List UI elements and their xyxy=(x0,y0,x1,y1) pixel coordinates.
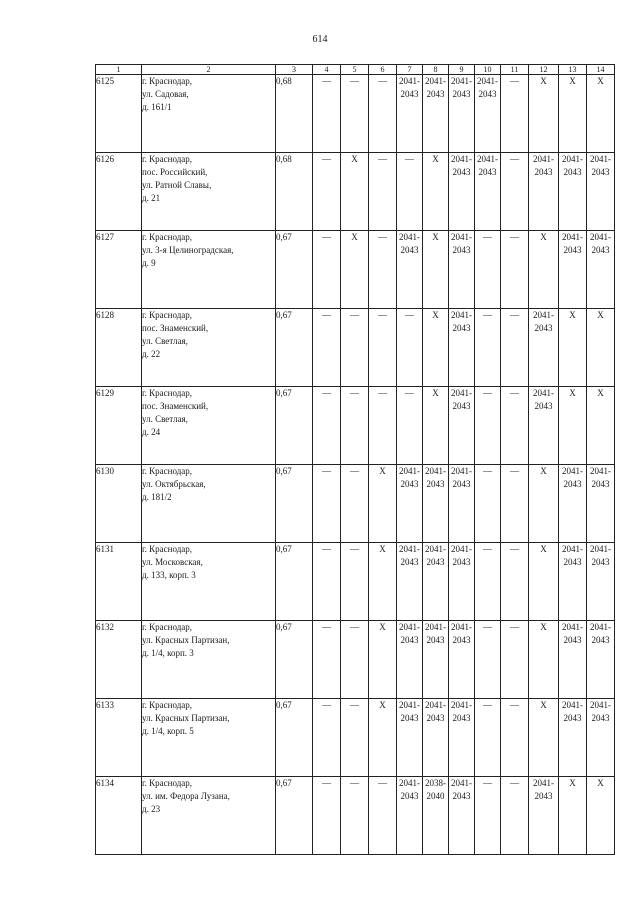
row-number: 6133 xyxy=(96,699,142,777)
column-header: 11 xyxy=(501,65,529,75)
address-cell: г. Краснодар, пос. Знаменский, ул. Светлая, д. 24 xyxy=(142,387,276,465)
table-row xyxy=(96,777,615,855)
table-row xyxy=(96,543,615,621)
table-cell: — xyxy=(341,465,369,543)
table-cell: 2041- 2043 xyxy=(475,75,501,153)
table-cell: — xyxy=(313,387,341,465)
table-cell: 2041- 2043 xyxy=(449,777,475,855)
value-cell: 0,67 xyxy=(276,777,313,855)
table-cell: X xyxy=(559,777,587,855)
table-cell: 2041- 2043 xyxy=(449,699,475,777)
table-cell: — xyxy=(313,75,341,153)
column-header: 4 xyxy=(313,65,341,75)
value-cell: 0,67 xyxy=(276,699,313,777)
table-cell: — xyxy=(475,465,501,543)
table-cell: 2041- 2043 xyxy=(449,621,475,699)
table-cell: 2041- 2043 xyxy=(397,699,423,777)
column-header: 6 xyxy=(369,65,397,75)
table-cell: 2041- 2043 xyxy=(397,621,423,699)
table-cell: 2041- 2043 xyxy=(587,231,615,309)
address-cell: г. Краснодар, ул. Московская, д. 133, корп. 3 xyxy=(142,543,276,621)
table-cell: 2041- 2043 xyxy=(529,309,559,387)
table-cell: — xyxy=(313,153,341,231)
table-cell: — xyxy=(397,153,423,231)
table-cell: — xyxy=(313,231,341,309)
table-cell: 2041- 2043 xyxy=(449,387,475,465)
table-cell: 2041- 2043 xyxy=(423,543,449,621)
row-number: 6134 xyxy=(96,777,142,855)
table-cell: 2041- 2043 xyxy=(423,699,449,777)
address-cell: г. Краснодар, пос. Российский, ул. Ратной Славы, д. 21 xyxy=(142,153,276,231)
table-cell: 2041- 2043 xyxy=(423,621,449,699)
address-cell: г. Краснодар, ул. Красных Партизан, д. 1/4, корп. 3 xyxy=(142,621,276,699)
table-cell: X xyxy=(529,543,559,621)
page-number: 614 xyxy=(312,34,328,45)
table-row xyxy=(96,153,615,231)
table-cell: — xyxy=(475,699,501,777)
table-cell: X xyxy=(423,153,449,231)
value-cell: 0,67 xyxy=(276,543,313,621)
address-cell: г. Краснодар, ул. Садовая, д. 161/1 xyxy=(142,75,276,153)
table-cell: 2041- 2043 xyxy=(449,543,475,621)
column-header: 12 xyxy=(529,65,559,75)
table-cell: X xyxy=(559,309,587,387)
table-cell: — xyxy=(475,387,501,465)
column-header: 7 xyxy=(397,65,423,75)
table-cell: — xyxy=(501,621,529,699)
table-cell: 2041- 2043 xyxy=(587,621,615,699)
column-header: 1 xyxy=(96,65,142,75)
table-cell: 2041- 2043 xyxy=(397,75,423,153)
table-cell: — xyxy=(341,543,369,621)
column-header: 3 xyxy=(276,65,313,75)
table-cell: — xyxy=(475,309,501,387)
table-cell: — xyxy=(501,387,529,465)
value-cell: 0,67 xyxy=(276,387,313,465)
table-cell: — xyxy=(475,231,501,309)
table-cell: X xyxy=(529,75,559,153)
table-cell: X xyxy=(369,465,397,543)
table-cell: X xyxy=(559,75,587,153)
table-cell: X xyxy=(423,231,449,309)
value-cell: 0,67 xyxy=(276,465,313,543)
table-cell: 2041- 2043 xyxy=(559,465,587,543)
value-cell: 0,67 xyxy=(276,231,313,309)
column-header: 2 xyxy=(142,65,276,75)
table-cell: X xyxy=(529,465,559,543)
row-number: 6127 xyxy=(96,231,142,309)
table-cell: — xyxy=(501,543,529,621)
table-row xyxy=(96,387,615,465)
row-number: 6130 xyxy=(96,465,142,543)
address-cell: г. Краснодар, пос. Знаменский, ул. Светлая, д. 22 xyxy=(142,309,276,387)
table-cell: — xyxy=(501,231,529,309)
row-number: 6125 xyxy=(96,75,142,153)
table-cell: 2041- 2043 xyxy=(559,231,587,309)
table-row xyxy=(96,231,615,309)
table-cell: X xyxy=(587,387,615,465)
row-number: 6131 xyxy=(96,543,142,621)
table-cell: — xyxy=(369,231,397,309)
column-header: 5 xyxy=(341,65,369,75)
table-cell: 2041- 2043 xyxy=(559,699,587,777)
table-cell: 2041- 2043 xyxy=(529,153,559,231)
value-cell: 0,68 xyxy=(276,153,313,231)
table-cell: X xyxy=(369,699,397,777)
table-cell: 2041- 2043 xyxy=(559,543,587,621)
table-cell: X xyxy=(423,309,449,387)
table-cell: — xyxy=(369,309,397,387)
table-cell: 2041- 2043 xyxy=(587,543,615,621)
table-cell: 2041- 2043 xyxy=(529,387,559,465)
table-cell: — xyxy=(475,543,501,621)
table-cell: — xyxy=(369,777,397,855)
value-cell: 0,67 xyxy=(276,309,313,387)
table-cell: 2041- 2043 xyxy=(449,231,475,309)
column-header: 9 xyxy=(449,65,475,75)
table-row xyxy=(96,621,615,699)
table-cell: X xyxy=(529,699,559,777)
table-cell: X xyxy=(369,543,397,621)
table-cell: 2041- 2043 xyxy=(449,309,475,387)
table-cell: 2041- 2043 xyxy=(529,777,559,855)
address-cell: г. Краснодар, ул. им. Федора Лузана, д. 23 xyxy=(142,777,276,855)
table-row xyxy=(96,75,615,153)
table-cell: — xyxy=(341,699,369,777)
table-cell: — xyxy=(341,777,369,855)
table-cell: 2038- 2040 xyxy=(423,777,449,855)
table-row xyxy=(96,699,615,777)
table-cell: X xyxy=(587,777,615,855)
table-cell: X xyxy=(423,387,449,465)
table-cell: — xyxy=(475,621,501,699)
table-cell: X xyxy=(587,75,615,153)
table-cell: 2041- 2043 xyxy=(423,75,449,153)
table-cell: — xyxy=(501,309,529,387)
table-cell: 2041- 2043 xyxy=(449,75,475,153)
table-cell: — xyxy=(313,777,341,855)
table-cell: — xyxy=(397,387,423,465)
address-cell: г. Краснодар, ул. Красных Партизан, д. 1/4, корп. 5 xyxy=(142,699,276,777)
row-number: 6126 xyxy=(96,153,142,231)
table-cell: 2041- 2043 xyxy=(397,777,423,855)
table-cell: — xyxy=(397,309,423,387)
table-cell: — xyxy=(341,75,369,153)
table-cell: — xyxy=(313,543,341,621)
table-cell: — xyxy=(313,465,341,543)
table-cell: X xyxy=(587,309,615,387)
table-cell: — xyxy=(501,777,529,855)
table-cell: — xyxy=(313,309,341,387)
column-header: 8 xyxy=(423,65,449,75)
address-cell: г. Краснодар, ул. Октябрьская, д. 181/2 xyxy=(142,465,276,543)
table-cell: 2041- 2043 xyxy=(449,153,475,231)
table-cell: 2041- 2043 xyxy=(397,465,423,543)
table-cell: 2041- 2043 xyxy=(587,699,615,777)
table-cell: 2041- 2043 xyxy=(587,153,615,231)
table-cell: 2041- 2043 xyxy=(559,621,587,699)
value-cell: 0,67 xyxy=(276,621,313,699)
registry-table xyxy=(95,64,615,855)
address-cell: г. Краснодар, ул. 3-я Целиноградская, д. 9 xyxy=(142,231,276,309)
table-cell: — xyxy=(369,75,397,153)
table-cell: 2041- 2043 xyxy=(397,231,423,309)
table-cell: X xyxy=(529,621,559,699)
table-row xyxy=(96,465,615,543)
table-cell: — xyxy=(369,153,397,231)
column-header: 13 xyxy=(559,65,587,75)
header-row xyxy=(96,65,615,75)
table-cell: — xyxy=(501,699,529,777)
table-cell: X xyxy=(559,387,587,465)
table-cell: 2041- 2043 xyxy=(475,153,501,231)
table-cell: X xyxy=(341,231,369,309)
table-cell: 2041- 2043 xyxy=(449,465,475,543)
table-cell: 2041- 2043 xyxy=(559,153,587,231)
table-cell: — xyxy=(369,387,397,465)
column-header: 14 xyxy=(587,65,615,75)
table-cell: X xyxy=(529,231,559,309)
table-cell: 2041- 2043 xyxy=(423,465,449,543)
table-cell: — xyxy=(475,777,501,855)
table-cell: — xyxy=(341,621,369,699)
row-number: 6129 xyxy=(96,387,142,465)
table-cell: 2041- 2043 xyxy=(397,543,423,621)
row-number: 6132 xyxy=(96,621,142,699)
table-cell: — xyxy=(313,621,341,699)
table-cell: X xyxy=(369,621,397,699)
table-row xyxy=(96,309,615,387)
value-cell: 0,68 xyxy=(276,75,313,153)
table-cell: X xyxy=(341,153,369,231)
table-cell: — xyxy=(501,153,529,231)
table-cell: — xyxy=(501,75,529,153)
table-cell: — xyxy=(341,387,369,465)
table-cell: — xyxy=(313,699,341,777)
table-cell: — xyxy=(341,309,369,387)
table-cell: — xyxy=(501,465,529,543)
table-cell: 2041- 2043 xyxy=(587,465,615,543)
column-header: 10 xyxy=(475,65,501,75)
row-number: 6128 xyxy=(96,309,142,387)
table-body xyxy=(96,75,615,855)
